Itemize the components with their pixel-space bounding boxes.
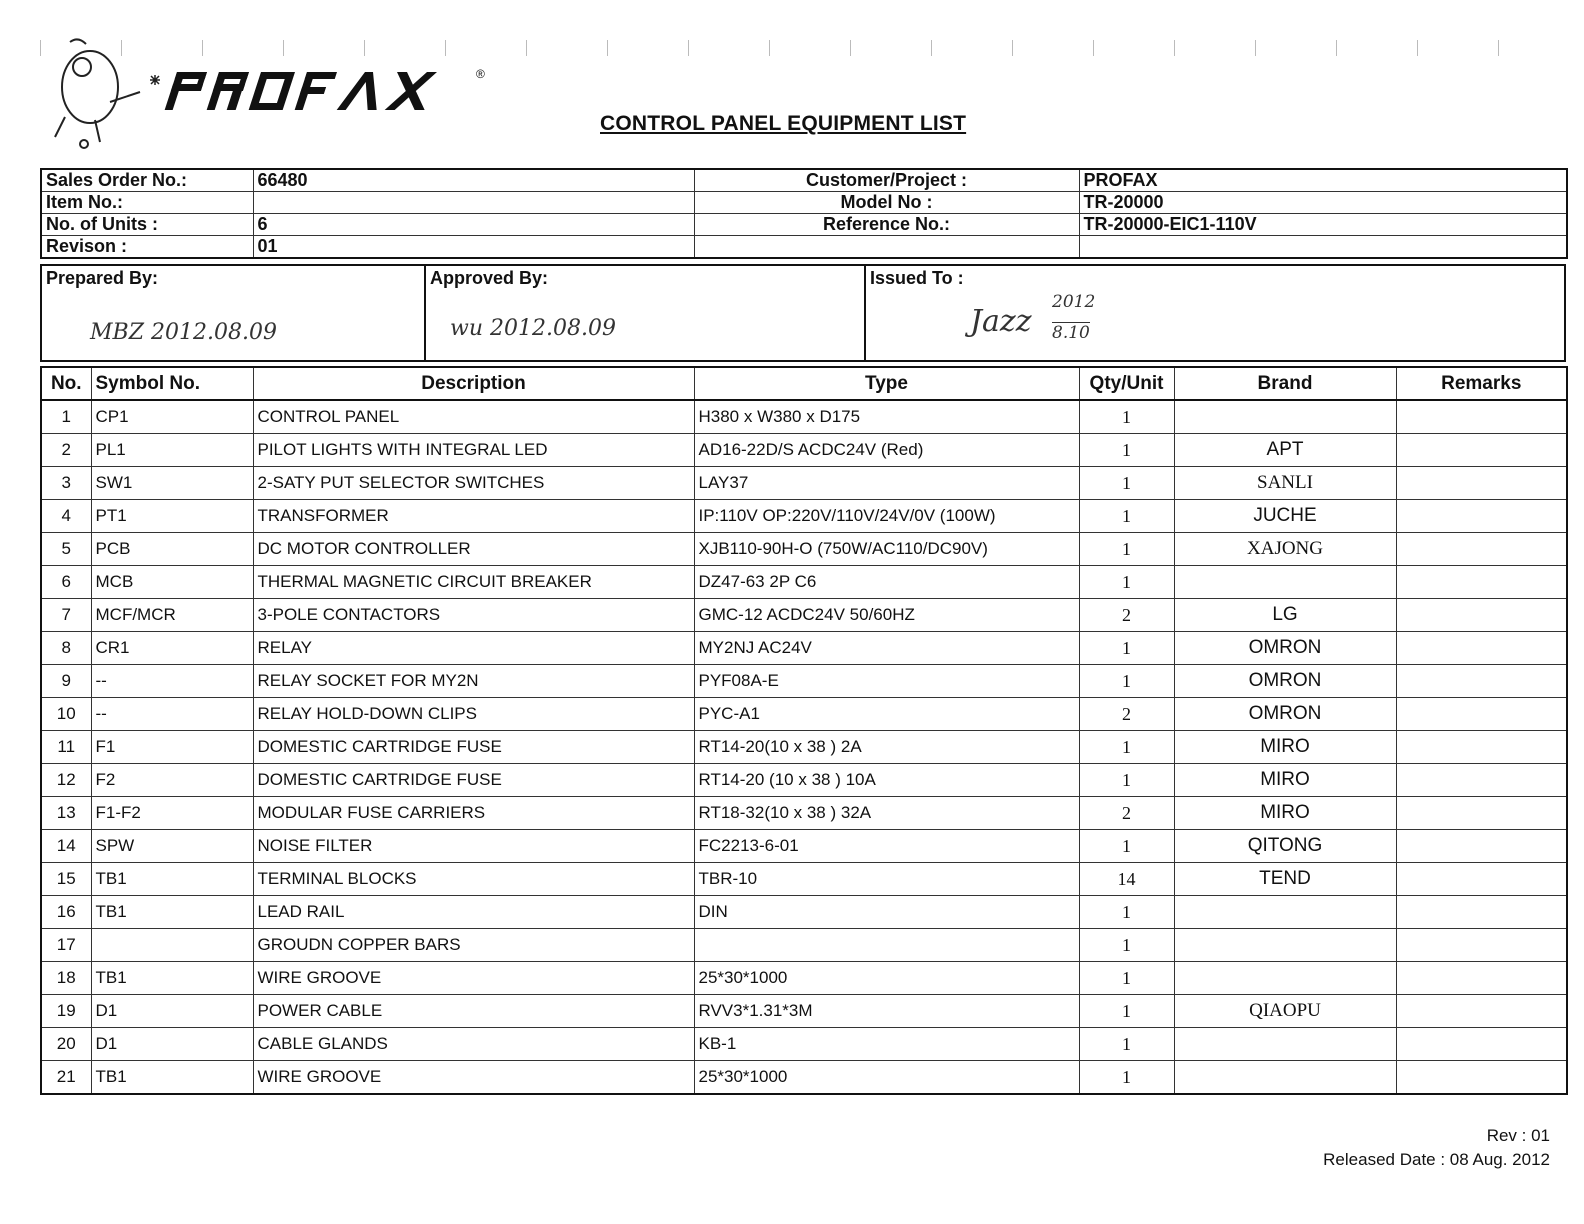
row-brand: OMRON bbox=[1174, 665, 1396, 698]
row-type: DIN bbox=[694, 896, 1079, 929]
sales-order-label: Sales Order No.: bbox=[41, 169, 253, 192]
row-type: 25*30*1000 bbox=[694, 962, 1079, 995]
reference-value: TR-20000-EIC1-110V bbox=[1079, 214, 1567, 236]
issued-to-date-handwriting: 8.10 bbox=[1052, 323, 1090, 343]
row-symbol: F1-F2 bbox=[91, 797, 253, 830]
ruler-tick bbox=[1336, 40, 1337, 56]
row-number: 7 bbox=[41, 599, 91, 632]
row-type: FC2213-6-01 bbox=[694, 830, 1079, 863]
approved-by-handwriting: wu 2012.08.09 bbox=[450, 316, 616, 341]
column-header-no: No. bbox=[41, 367, 91, 400]
table-row bbox=[41, 434, 1567, 467]
row-brand: JUCHE bbox=[1174, 500, 1396, 533]
row-remarks bbox=[1396, 962, 1567, 995]
row-brand bbox=[1174, 896, 1396, 929]
row-symbol: TB1 bbox=[91, 1061, 253, 1095]
row-symbol: -- bbox=[91, 698, 253, 731]
row-qty: 1 bbox=[1079, 400, 1174, 434]
row-type: AD16-22D/S ACDC24V (Red) bbox=[694, 434, 1079, 467]
row-symbol: TB1 bbox=[91, 863, 253, 896]
units-label: No. of Units : bbox=[41, 214, 253, 236]
row-remarks bbox=[1396, 533, 1567, 566]
row-description: PILOT LIGHTS WITH INTEGRAL LED bbox=[253, 434, 694, 467]
row-symbol: D1 bbox=[91, 1028, 253, 1061]
row-symbol: CR1 bbox=[91, 632, 253, 665]
row-number: 21 bbox=[41, 1061, 91, 1095]
row-qty: 1 bbox=[1079, 896, 1174, 929]
row-number: 16 bbox=[41, 896, 91, 929]
row-description: RELAY HOLD-DOWN CLIPS bbox=[253, 698, 694, 731]
row-description: 3-POLE CONTACTORS bbox=[253, 599, 694, 632]
row-remarks bbox=[1396, 1028, 1567, 1061]
row-number: 10 bbox=[41, 698, 91, 731]
prepared-by-cell bbox=[42, 266, 426, 360]
row-qty: 1 bbox=[1079, 500, 1174, 533]
row-type: H380 x W380 x D175 bbox=[694, 400, 1079, 434]
row-brand: QITONG bbox=[1174, 830, 1396, 863]
row-qty: 1 bbox=[1079, 566, 1174, 599]
row-remarks bbox=[1396, 632, 1567, 665]
row-description: TRANSFORMER bbox=[253, 500, 694, 533]
row-type: MY2NJ AC24V bbox=[694, 632, 1079, 665]
row-symbol: PCB bbox=[91, 533, 253, 566]
row-remarks bbox=[1396, 599, 1567, 632]
row-remarks bbox=[1396, 434, 1567, 467]
row-symbol: TB1 bbox=[91, 896, 253, 929]
table-row bbox=[41, 500, 1567, 533]
model-label: Model No : bbox=[694, 192, 1079, 214]
empty-cell bbox=[694, 236, 1079, 259]
table-row bbox=[41, 599, 1567, 632]
model-value: TR-20000 bbox=[1079, 192, 1567, 214]
row-remarks bbox=[1396, 929, 1567, 962]
equipment-table bbox=[40, 366, 1568, 1095]
reference-label: Reference No.: bbox=[694, 214, 1079, 236]
row-brand: OMRON bbox=[1174, 632, 1396, 665]
row-number: 19 bbox=[41, 995, 91, 1028]
spark-icon bbox=[150, 75, 160, 85]
row-brand bbox=[1174, 929, 1396, 962]
row-brand bbox=[1174, 962, 1396, 995]
column-header-description: Description bbox=[253, 367, 694, 400]
row-qty: 1 bbox=[1079, 995, 1174, 1028]
column-header-remarks: Remarks bbox=[1396, 367, 1567, 400]
row-description: POWER CABLE bbox=[253, 995, 694, 1028]
row-number: 3 bbox=[41, 467, 91, 500]
prepared-by-handwriting: MBZ 2012.08.09 bbox=[90, 320, 277, 345]
ruler-tick bbox=[607, 40, 608, 56]
row-description: TERMINAL BLOCKS bbox=[253, 863, 694, 896]
row-number: 9 bbox=[41, 665, 91, 698]
row-brand: APT bbox=[1174, 434, 1396, 467]
row-symbol: PT1 bbox=[91, 500, 253, 533]
item-no-value bbox=[253, 192, 694, 214]
issued-to-year-handwriting: 2012 bbox=[1052, 292, 1096, 312]
table-row bbox=[41, 764, 1567, 797]
row-qty: 1 bbox=[1079, 533, 1174, 566]
table-row bbox=[41, 533, 1567, 566]
row-type: IP:110V OP:220V/110V/24V/0V (100W) bbox=[694, 500, 1079, 533]
item-no-label: Item No.: bbox=[41, 192, 253, 214]
row-type: PYC-A1 bbox=[694, 698, 1079, 731]
row-description: THERMAL MAGNETIC CIRCUIT BREAKER bbox=[253, 566, 694, 599]
row-brand: OMRON bbox=[1174, 698, 1396, 731]
ruler-tick bbox=[1174, 40, 1175, 56]
row-remarks bbox=[1396, 467, 1567, 500]
empty-cell bbox=[1079, 236, 1567, 259]
row-number: 4 bbox=[41, 500, 91, 533]
table-header-row bbox=[41, 367, 1567, 400]
row-qty: 2 bbox=[1079, 698, 1174, 731]
row-symbol: SW1 bbox=[91, 467, 253, 500]
row-type bbox=[694, 929, 1079, 962]
approved-by-cell bbox=[426, 266, 866, 360]
table-row bbox=[41, 830, 1567, 863]
table-row bbox=[41, 698, 1567, 731]
row-qty: 1 bbox=[1079, 830, 1174, 863]
ruler-tick bbox=[850, 40, 851, 56]
row-symbol: F1 bbox=[91, 731, 253, 764]
column-header-brand: Brand bbox=[1174, 367, 1396, 400]
row-type: XJB110-90H-O (750W/AC110/DC90V) bbox=[694, 533, 1079, 566]
approved-by-label: Approved By: bbox=[430, 268, 549, 288]
registered-mark: ® bbox=[476, 67, 485, 81]
row-qty: 2 bbox=[1079, 797, 1174, 830]
row-remarks bbox=[1396, 665, 1567, 698]
table-row bbox=[41, 1028, 1567, 1061]
row-remarks bbox=[1396, 731, 1567, 764]
row-number: 1 bbox=[41, 400, 91, 434]
row-description: CABLE GLANDS bbox=[253, 1028, 694, 1061]
row-brand: MIRO bbox=[1174, 764, 1396, 797]
row-brand bbox=[1174, 1061, 1396, 1095]
order-header-table bbox=[40, 168, 1568, 259]
ruler-tick bbox=[1498, 40, 1499, 56]
ruler-tick bbox=[1417, 40, 1418, 56]
row-qty: 1 bbox=[1079, 929, 1174, 962]
row-qty: 1 bbox=[1079, 1061, 1174, 1095]
row-type: 25*30*1000 bbox=[694, 1061, 1079, 1095]
row-type: LAY37 bbox=[694, 467, 1079, 500]
row-qty: 1 bbox=[1079, 1028, 1174, 1061]
profax-logo bbox=[40, 32, 485, 152]
row-remarks bbox=[1396, 863, 1567, 896]
row-type: GMC-12 ACDC24V 50/60HZ bbox=[694, 599, 1079, 632]
issued-to-cell bbox=[866, 266, 1562, 360]
row-number: 2 bbox=[41, 434, 91, 467]
row-remarks bbox=[1396, 566, 1567, 599]
column-header-qty: Qty/Unit bbox=[1079, 367, 1174, 400]
row-description: DOMESTIC CARTRIDGE FUSE bbox=[253, 764, 694, 797]
table-row bbox=[41, 896, 1567, 929]
document-footer bbox=[1323, 1124, 1550, 1172]
row-remarks bbox=[1396, 1061, 1567, 1095]
row-number: 15 bbox=[41, 863, 91, 896]
row-brand: SANLI bbox=[1174, 467, 1396, 500]
row-description: DOMESTIC CARTRIDGE FUSE bbox=[253, 731, 694, 764]
row-number: 18 bbox=[41, 962, 91, 995]
table-row bbox=[41, 632, 1567, 665]
ruler-tick bbox=[931, 40, 932, 56]
row-symbol: D1 bbox=[91, 995, 253, 1028]
row-type: RT14-20(10 x 38 ) 2A bbox=[694, 731, 1079, 764]
row-qty: 14 bbox=[1079, 863, 1174, 896]
row-type: RVV3*1.31*3M bbox=[694, 995, 1079, 1028]
table-row bbox=[41, 665, 1567, 698]
issued-to-label: Issued To : bbox=[870, 268, 964, 288]
row-type: RT14-20 (10 x 38 ) 10A bbox=[694, 764, 1079, 797]
ruler-tick bbox=[1093, 40, 1094, 56]
row-number: 20 bbox=[41, 1028, 91, 1061]
table-row bbox=[41, 929, 1567, 962]
row-remarks bbox=[1396, 896, 1567, 929]
row-number: 8 bbox=[41, 632, 91, 665]
row-number: 14 bbox=[41, 830, 91, 863]
row-description: WIRE GROOVE bbox=[253, 962, 694, 995]
row-qty: 1 bbox=[1079, 764, 1174, 797]
ruler-tick bbox=[1012, 40, 1013, 56]
row-qty: 1 bbox=[1079, 665, 1174, 698]
table-row bbox=[41, 1061, 1567, 1095]
ruler-tick bbox=[526, 40, 527, 56]
prepared-by-label: Prepared By: bbox=[46, 268, 159, 288]
revision-label: Revison : bbox=[41, 236, 253, 259]
row-number: 13 bbox=[41, 797, 91, 830]
row-symbol: PL1 bbox=[91, 434, 253, 467]
row-qty: 2 bbox=[1079, 599, 1174, 632]
table-row bbox=[41, 731, 1567, 764]
profax-wordmark bbox=[165, 72, 437, 110]
row-type: RT18-32(10 x 38 ) 32A bbox=[694, 797, 1079, 830]
row-brand bbox=[1174, 566, 1396, 599]
row-remarks bbox=[1396, 764, 1567, 797]
mascot-icon bbox=[55, 39, 140, 148]
row-symbol: MCF/MCR bbox=[91, 599, 253, 632]
units-value: 6 bbox=[253, 214, 694, 236]
row-description: DC MOTOR CONTROLLER bbox=[253, 533, 694, 566]
row-type: KB-1 bbox=[694, 1028, 1079, 1061]
row-remarks bbox=[1396, 995, 1567, 1028]
row-number: 12 bbox=[41, 764, 91, 797]
row-brand: MIRO bbox=[1174, 797, 1396, 830]
row-symbol: MCB bbox=[91, 566, 253, 599]
row-qty: 1 bbox=[1079, 434, 1174, 467]
row-symbol: F2 bbox=[91, 764, 253, 797]
row-description: LEAD RAIL bbox=[253, 896, 694, 929]
ruler-tick bbox=[688, 40, 689, 56]
row-symbol: TB1 bbox=[91, 962, 253, 995]
row-remarks bbox=[1396, 500, 1567, 533]
row-type: TBR-10 bbox=[694, 863, 1079, 896]
row-description: RELAY bbox=[253, 632, 694, 665]
row-qty: 1 bbox=[1079, 467, 1174, 500]
table-row bbox=[41, 566, 1567, 599]
table-row bbox=[41, 962, 1567, 995]
ruler-tick bbox=[1255, 40, 1256, 56]
ruler-tick bbox=[769, 40, 770, 56]
row-type: DZ47-63 2P C6 bbox=[694, 566, 1079, 599]
row-brand: MIRO bbox=[1174, 731, 1396, 764]
row-number: 5 bbox=[41, 533, 91, 566]
row-brand bbox=[1174, 1028, 1396, 1061]
row-symbol: CP1 bbox=[91, 400, 253, 434]
row-remarks bbox=[1396, 698, 1567, 731]
row-brand: LG bbox=[1174, 599, 1396, 632]
row-symbol: SPW bbox=[91, 830, 253, 863]
row-brand bbox=[1174, 400, 1396, 434]
row-remarks bbox=[1396, 797, 1567, 830]
row-brand: XAJONG bbox=[1174, 533, 1396, 566]
column-header-symbol: Symbol No. bbox=[91, 367, 253, 400]
table-row bbox=[41, 400, 1567, 434]
revision-footer: Rev : 01 bbox=[1486, 1126, 1550, 1145]
row-number: 6 bbox=[41, 566, 91, 599]
row-brand: QIAOPU bbox=[1174, 995, 1396, 1028]
row-remarks bbox=[1396, 400, 1567, 434]
revision-value: 01 bbox=[253, 236, 694, 259]
row-number: 11 bbox=[41, 731, 91, 764]
row-description: GROUDN COPPER BARS bbox=[253, 929, 694, 962]
row-remarks bbox=[1396, 830, 1567, 863]
row-description: NOISE FILTER bbox=[253, 830, 694, 863]
released-date: Released Date : 08 Aug. 2012 bbox=[1323, 1150, 1550, 1169]
table-row bbox=[41, 995, 1567, 1028]
customer-value: PROFAX bbox=[1079, 169, 1567, 192]
row-type: PYF08A-E bbox=[694, 665, 1079, 698]
row-description: CONTROL PANEL bbox=[253, 400, 694, 434]
signature-block bbox=[40, 264, 1566, 362]
customer-label: Customer/Project : bbox=[694, 169, 1079, 192]
row-brand: TEND bbox=[1174, 863, 1396, 896]
table-row bbox=[41, 467, 1567, 500]
row-qty: 1 bbox=[1079, 731, 1174, 764]
row-description: MODULAR FUSE CARRIERS bbox=[253, 797, 694, 830]
column-header-type: Type bbox=[694, 367, 1079, 400]
document-title: CONTROL PANEL EQUIPMENT LIST bbox=[600, 112, 967, 135]
row-description: RELAY SOCKET FOR MY2N bbox=[253, 665, 694, 698]
row-qty: 1 bbox=[1079, 962, 1174, 995]
row-symbol: -- bbox=[91, 665, 253, 698]
issued-to-name-handwriting: Jazz bbox=[970, 304, 1032, 339]
row-qty: 1 bbox=[1079, 632, 1174, 665]
sales-order-value: 66480 bbox=[253, 169, 694, 192]
row-description: WIRE GROOVE bbox=[253, 1061, 694, 1095]
table-row bbox=[41, 863, 1567, 896]
row-description: 2-SATY PUT SELECTOR SWITCHES bbox=[253, 467, 694, 500]
table-row bbox=[41, 797, 1567, 830]
row-symbol bbox=[91, 929, 253, 962]
row-number: 17 bbox=[41, 929, 91, 962]
